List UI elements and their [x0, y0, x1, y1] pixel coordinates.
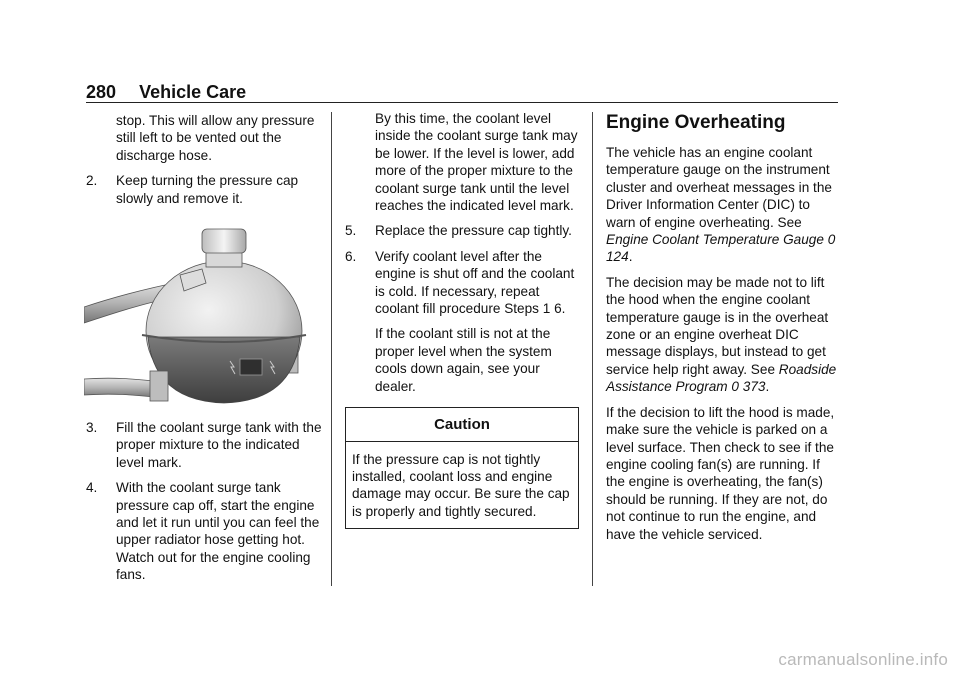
step-text: Fill the coolant surge tank with the proper mixture to the indicated level mark. — [116, 420, 322, 470]
paragraph-text: The decision may be made not to lift the hood when the engine coolant temperature gauge is in the overheat zone or an engine overheat DIC message displays, but instead to get service help right away. See — [606, 274, 829, 377]
caution-title: Caution — [346, 408, 578, 441]
column-2 — [345, 110, 579, 529]
watermark: carmanualsonline.info — [778, 650, 948, 669]
column-1 — [86, 112, 324, 584]
step-text: With the coolant surge tank pressure cap off, start the engine and let it run until you can feel the upper radiator hose getting hot. Watch out for the engine cooling fans. — [116, 480, 320, 583]
section-heading: Engine Overheating — [606, 112, 786, 133]
caution-box — [345, 407, 579, 529]
step-2 — [86, 172, 324, 207]
paragraph — [606, 144, 838, 266]
page-number: 280 — [86, 82, 117, 102]
paragraph-text: The vehicle has an engine coolant temperature gauge on the instrument cluster and overheat messages in the Driver Information Center (DIC) to warn of engine overheating. See — [606, 145, 832, 230]
step-number: 6. — [345, 248, 357, 264]
step-6 — [345, 248, 579, 318]
step-6-note: If the coolant still is not at the proper level when the system cools down again, see your dealer. — [375, 326, 552, 394]
page-header — [86, 82, 246, 104]
coolant-surge-tank-illustration — [84, 219, 324, 409]
step-text: Verify coolant level after the engine is shut off and the coolant is cold. If necessary, repeat coolant fill procedure Steps 1 6. — [375, 248, 575, 317]
header-rule — [86, 102, 838, 103]
column-divider — [592, 112, 593, 586]
cross-reference-link[interactable]: Engine Coolant Temperature Gauge — [606, 232, 824, 248]
paragraph — [606, 274, 838, 396]
paragraph: stop. This will allow any pressure still left to be vented out the discharge hose. — [116, 113, 315, 163]
paragraph: By this time, the coolant level inside the coolant surge tank may be lower. If the level is lower, add more of the proper mixture to the coolant surge tank until the level reaches the indicated level mark. — [375, 111, 578, 214]
step-text: Keep turning the pressure cap slowly and remove it. — [116, 173, 299, 206]
step-3 — [86, 419, 324, 471]
step-text: Replace the pressure cap tightly. — [375, 223, 572, 239]
step-4 — [86, 479, 324, 583]
step-number: 3. — [86, 420, 98, 436]
cross-reference-link[interactable]: Roadside Assistance Program — [606, 361, 837, 395]
step-number: 2. — [86, 173, 98, 189]
paragraph: If the decision to lift the hood is made, make sure the vehicle is parked on a level surface. Then check to see if the engine cooling fan(s) are running. If the engine is overheating, the fan(s) should be running. If they are not, do not continue to run the engine, and have the vehicle serviced. — [606, 404, 835, 542]
step-5 — [345, 222, 579, 239]
page-reference[interactable]: 0 373 — [731, 379, 766, 395]
paragraph-text: . — [628, 249, 633, 265]
caution-body: If the pressure cap is not tightly installed, coolant loss and engine damage may occur. Be sure the cap is properly and tightly secured. — [352, 451, 570, 519]
page-reference[interactable]: 0 124 — [606, 232, 836, 265]
column-3 — [606, 112, 838, 543]
step-number: 5. — [345, 223, 357, 239]
column-divider — [331, 112, 332, 586]
section-title: Vehicle Care — [139, 82, 247, 102]
step-number: 4. — [86, 480, 98, 496]
paragraph-text: . — [765, 379, 770, 395]
